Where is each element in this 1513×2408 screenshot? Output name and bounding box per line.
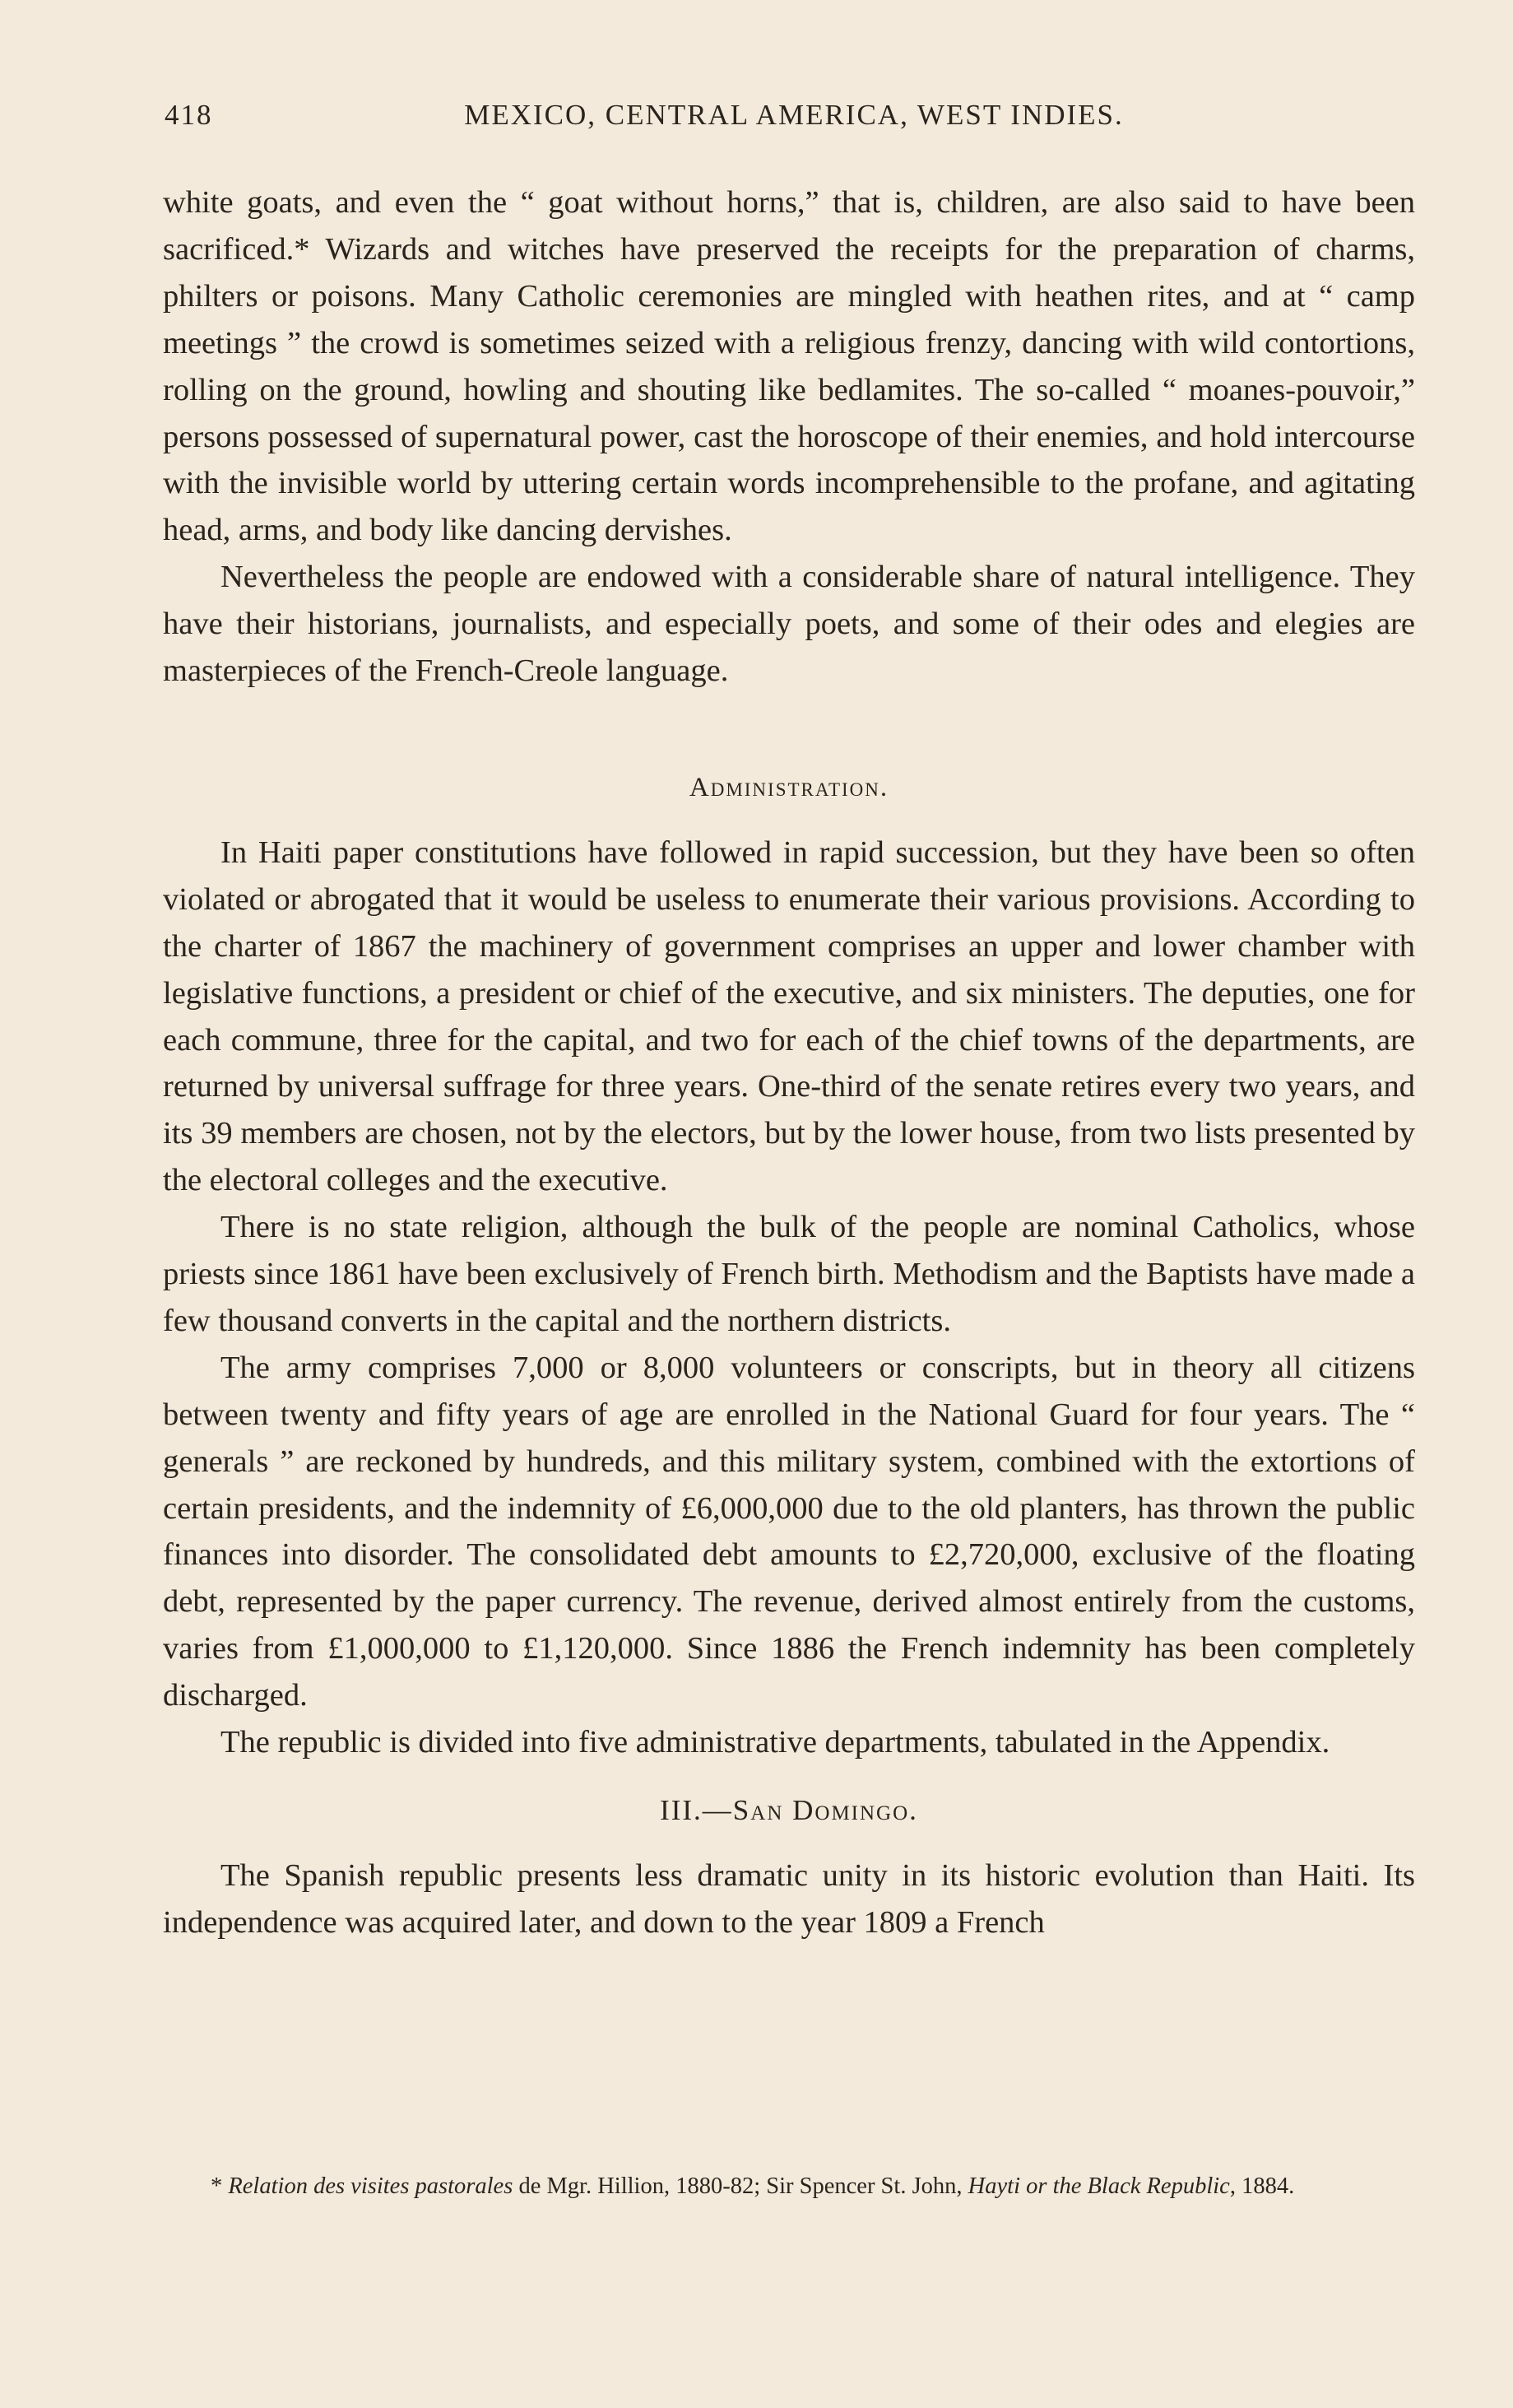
running-title: MEXICO, CENTRAL AMERICA, WEST INDIES. (464, 99, 1124, 131)
footnote-title-relation: Relation des visites pastorales (228, 2173, 513, 2199)
paragraph-army-finances: The army comprises 7,000 or 8,000 volunteers or conscripts, but in theory all citizens between twenty and fifty years of age are enrolled in the National Guard for four years. The “ generals ” are reckoned by hundreds, and this military system, combined with the extortions of certain presidents, and the indemnity of £6,000,000 due to the old planters, has thrown the public finances into disorder. The consolidated debt amounts to £2,720,000, exclusive of the floating debt, represented by the paper currency. The revenue, derived almost entirely from the customs, varies from £1,000,000 to £1,120,000. Since 1886 the French indemnity has been completely discharged. (163, 1350, 1415, 1713)
footnote-text (163, 2170, 1415, 2203)
running-head (165, 99, 1423, 148)
footnote-marker: * (211, 2173, 229, 2199)
paragraph-intelligence: Nevertheless the people are endowed with a considerable share of natural intelligence. They have their historians, journalists, and especially poets, and some of their odes and elegies are masterpieces of the French-Creole language. (163, 560, 1415, 689)
paragraph-spanish-republic: The Spanish republic presents less dramatic unity in its historic evolution than Haiti. Its independence was acquired later, and down to the year 1809 a French (163, 1857, 1415, 1940)
section-heading-san-domingo: III.—San Domingo. (660, 1794, 918, 1826)
paragraph-departments: The republic is divided into five administrative departments, tabulated in the Appendix. (220, 1725, 1330, 1760)
paragraph-religious-rites: white goats, and even the “ goat without horns,” that is, children, are also said to have been sacrificed.* Wizards and witches have preserved the receipts for the preparation of charms, philters or poisons. Many Catholic ceremonies are mingled with heathen rites, and at “ camp meetings ” the crowd is sometimes seized with a religious frenzy, dancing with wild contortions, rolling on the ground, howling and shouting like bedlamites. The so-called “ moanes-pouvoir,” persons possessed of supernatural power, cast the horoscope of their enemies, and hold intercourse with the invisible world by uttering certain words incomprehensible to the profane, and agitating head, arms, and body like dancing dervishes. (163, 185, 1415, 548)
section-heading-administration: Administration. (689, 772, 889, 802)
body-text (163, 179, 1415, 1946)
page-number: 418 (165, 99, 213, 131)
footnote (163, 2170, 1415, 2203)
footnote-title-hayti: Hayti or the Black Republic (968, 2173, 1230, 2199)
footnote-end: , 1884. (1229, 2173, 1295, 2199)
footnote-middle: de Mgr. Hillion, 1880-82; Sir Spencer St. John, (513, 2173, 968, 2199)
paragraph-constitutions: In Haiti paper constitutions have followed in rapid succession, but they have been so often violated or abrogated that it would be useless to enumerate their various provisions. According to the charter of 1867 the machinery of government comprises an upper and lower chamber with legislative functions, a president or chief of the executive, and six ministers. The deputies, one for each commune, three for the capital, and two for each of the chief towns of the departments, are returned by universal suffrage for three years. One-third of the senate retires every two years, and its 39 members are chosen, not by the electors, but by the lower house, from two lists presented by the electoral colleges and the executive. (163, 834, 1415, 1198)
paragraph-religion: There is no state religion, although the bulk of the people are nominal Catholics, whose priests since 1861 have been exclusively of French birth. Methodism and the Baptists have made a few thousand converts in the capital and the northern districts. (163, 1210, 1415, 1338)
